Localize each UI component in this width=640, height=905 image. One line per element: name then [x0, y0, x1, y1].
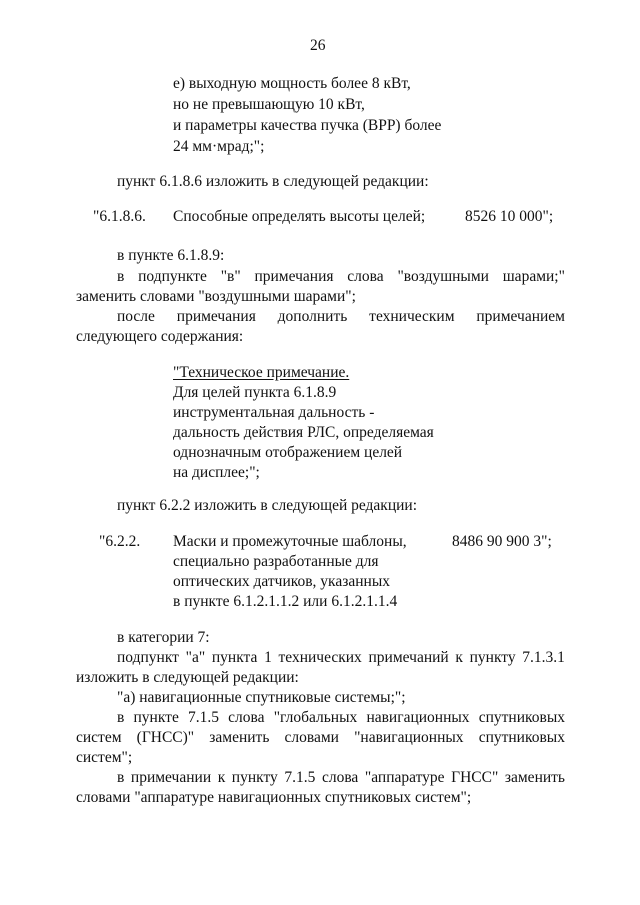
technical-note-title: "Техническое примечание. — [173, 364, 350, 381]
word: "навигационных — [354, 729, 464, 746]
word: спутниковых — [478, 729, 565, 746]
word: пункту — [469, 649, 516, 666]
word: ГНСС" — [451, 769, 499, 786]
category-7-para3-line1 — [117, 708, 565, 728]
word: примечанием — [476, 308, 565, 325]
item-622-intro: пункт 6.2.2 изложить в следующей редакции: — [117, 497, 418, 514]
item-6186-intro: пункт 6.1.8.6 изложить в следующей редакции: — [117, 173, 429, 190]
word: в — [117, 769, 125, 786]
word: к — [455, 649, 463, 666]
word: пункту — [231, 769, 278, 786]
word: подпункте — [138, 268, 207, 285]
word: систем — [76, 729, 122, 746]
word: слова — [228, 709, 265, 726]
word: примечания — [254, 268, 334, 285]
word: после — [117, 308, 155, 325]
item-6186-code: 8526 10 000"; — [465, 208, 554, 225]
word: шарами;" — [502, 268, 565, 285]
word: примечания — [176, 308, 256, 325]
word: пункте — [133, 709, 179, 726]
word: 7.1.5 — [284, 769, 316, 786]
word: 7.1.5 — [188, 709, 219, 726]
word: примечании — [130, 769, 212, 786]
block-e-line-3: и параметры качества пучка (ВРР) более — [173, 117, 442, 134]
technical-note-line-1: Для целей пункта 6.1.8.9 — [173, 384, 337, 401]
word: в — [117, 709, 125, 726]
word: подпункт — [117, 649, 179, 666]
word: (ГНСС)" — [136, 729, 195, 746]
item-6186-text: Способные определять высоты целей; — [173, 208, 426, 225]
category-7-para3-line2 — [76, 728, 565, 748]
technical-note-line-2: инструментальная дальность - — [173, 404, 375, 421]
item-622-line-1: Маски и промежуточные шаблоны, — [173, 533, 407, 550]
category-7-para2: "а) навигационные спутниковые системы;"; — [117, 689, 406, 706]
word: примечаний — [368, 649, 449, 666]
item-622-line-3: оптических датчиков, указанных — [173, 573, 390, 590]
category-7-para1-line1 — [117, 648, 565, 668]
word: слова — [321, 769, 359, 786]
item-622-line-2: специально разработанные для — [173, 553, 379, 570]
word: технических — [278, 649, 362, 666]
word: слова — [347, 268, 384, 285]
item-622-line-4: в пункте 6.1.2.1.1.2 или 6.1.2.1.1.4 — [173, 593, 398, 610]
item-6189-para1-line1 — [117, 267, 565, 287]
technical-note-line-5: на дисплее;"; — [173, 464, 260, 481]
category-7-intro: в категории 7: — [117, 629, 210, 646]
technical-note-line-3: дальность действия РЛС, определяемая — [173, 424, 434, 441]
category-7-para3-line3: систем"; — [76, 749, 133, 766]
word: "а" — [185, 649, 206, 666]
item-622-code: 8486 90 900 3"; — [452, 533, 552, 550]
category-7-para4-line1 — [117, 768, 565, 788]
item-622-number: "6.2.2. — [99, 533, 141, 550]
technical-note-line-4: однозначным отображением целей — [173, 444, 403, 461]
category-7-para4-line2: словами "аппаратуре навигационных спутниковых систем"; — [76, 789, 472, 806]
item-6189-para2-line1 — [117, 307, 565, 327]
word: техническим — [369, 308, 455, 325]
word: к — [217, 769, 226, 786]
word: заменить — [504, 769, 565, 786]
word: в — [117, 268, 125, 285]
word: 7.1.3.1 — [522, 649, 565, 666]
page-number: 26 — [310, 37, 326, 54]
word: "воздушными — [397, 268, 489, 285]
word: пункта — [211, 649, 258, 666]
word: дополнить — [277, 308, 348, 325]
item-6189-intro: в пункте 6.1.8.9: — [117, 247, 225, 264]
block-e-line-4: 24 мм·мрад;"; — [173, 138, 265, 155]
word: "глобальных — [273, 709, 358, 726]
word: "в" — [220, 268, 241, 285]
word: навигационных — [366, 709, 470, 726]
word: словами — [284, 729, 339, 746]
block-e-line-1: е) выходную мощность более 8 кВт, — [173, 75, 411, 92]
word: спутниковых — [478, 709, 565, 726]
word: 1 — [264, 649, 272, 666]
item-6186-number: "6.1.8.6. — [93, 208, 146, 225]
category-7-para1-line2: изложить в следующей редакции: — [76, 669, 299, 686]
item-6189-para1-line2: заменить словами "воздушными шарами"; — [76, 288, 356, 305]
word: заменить — [209, 729, 270, 746]
word: "аппаратуре — [364, 769, 445, 786]
item-6189-para2-line2: следующего содержания: — [76, 328, 244, 345]
block-e-line-2: но не превышающую 10 кВт, — [173, 96, 365, 113]
